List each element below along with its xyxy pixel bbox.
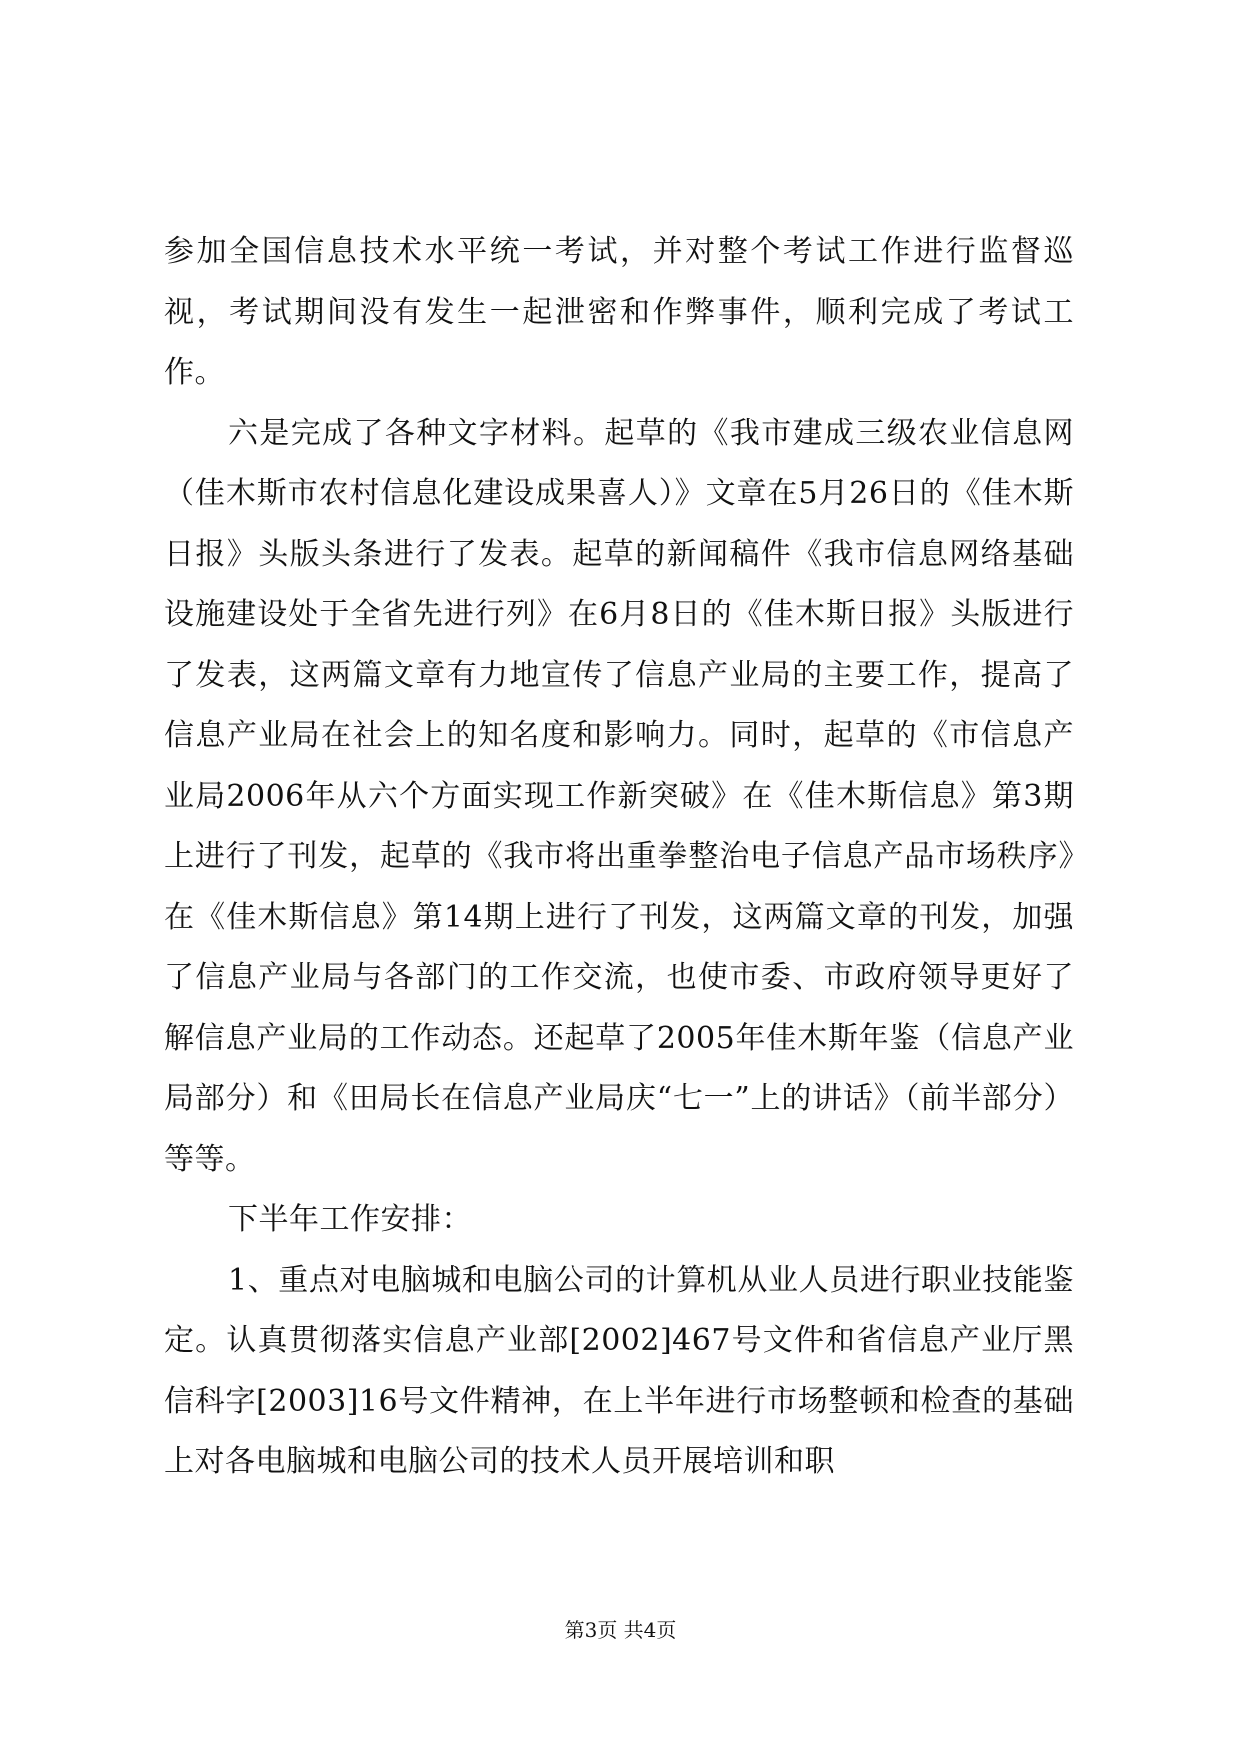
paragraph-exam-continuation: 参加全国信息技术水平统一考试，并对整个考试工作进行监督巡视，考试期间没有发生一起泄密和作弊事件，顺利完成了考试工作。 [164,234,1074,390]
paragraph-written-materials: 六是完成了各种文字材料。起草的《我市建成三级农业信息网（佳木斯市农村信息化建设成果喜人）》文章在5月26日的《佳木斯日报》头版头条进行了发表。起草的新闻稿件《我市信息网络基础设施建设处于全省先进行列》在6月8日的《佳木斯日报》头版进行了发表，这两篇文章有力地宣传了信息产业局的主要工作，提高了信息产业局在社会上的知名度和影响力。同时，起草的《市信息产业局2006年从六个方面实现工作新突破》在《佳木斯信息》第3期上进行了刊发，起草的《我市将出重拳整治电子信息产品市场秩序》在《佳木斯信息》第14期上进行了刊发，这两篇文章的刊发，加强了信息产业局与各部门的工作交流，也使市委、市政府领导更好了解信息产业局的工作动态。还起草了2005年佳木斯年鉴（信息产业局部分）和《田局长在信息产业局庆“七一”上的讲话》（前半部分）等等。 [164,415,1074,1177]
paragraph-item-1: 1、重点对电脑城和电脑公司的计算机从业人员进行职业技能鉴定。认真贯彻落实信息产业部[2002]467号文件和省信息产业厅黑信科字[2003]16号文件精神，在上半年进行市场整顿和检查的基础上对各电脑城和电脑公司的技术人员开展培训和职 [164,1262,1074,1479]
paragraph-second-half-heading: 下半年工作安排： [228,1202,472,1237]
document-body [164,222,1074,1493]
page-footer: 第3页 共4页 [564,1618,677,1642]
